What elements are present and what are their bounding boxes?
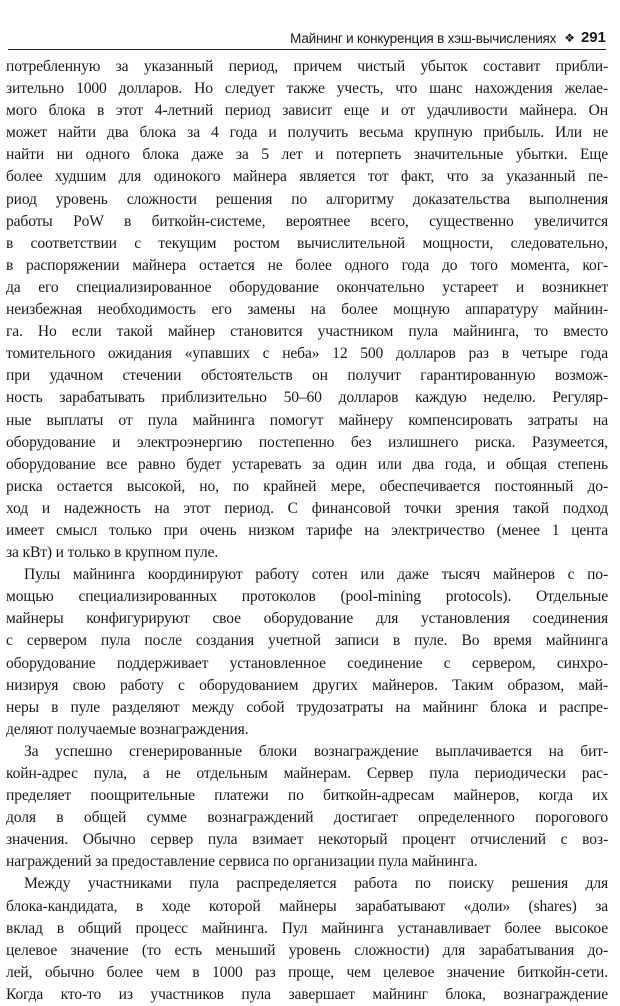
- body-text: [6, 56, 608, 1006]
- text-line: риска остается высокой, но, по крайней мере, обеспечивается постоянный до-: [6, 477, 608, 495]
- text-line: оборудование и электроэнергию постепенно без излишнего риска. Разумеется,: [6, 433, 608, 451]
- text-line: За успешно сгенерированные блоки вознаграждение выплачивается на бит-: [24, 742, 608, 760]
- text-line: га. Но если такой майнер становится участником пула майнинга, то вместо: [6, 323, 608, 341]
- text-line: найти ни одного блока даже за 5 лет и потерпеть значительные убытки. Еще: [6, 146, 608, 164]
- page-number: 291: [580, 29, 606, 46]
- text-line: деляют получаемые вознаграждения.: [6, 720, 249, 738]
- text-line: блока-кандидата, в ходе которой майнеры зарабатывают «доли» (shares) за: [6, 897, 608, 915]
- text-line: ные выплаты от пула майнинга помогут майнеру компенсировать затраты на: [6, 411, 608, 429]
- text-line: вклад в общий процесс майнинга. Пул майнинга устанавливает более высокое: [6, 919, 608, 937]
- paragraph: [6, 56, 608, 564]
- text-line: при удачном стечении обстоятельств он получит гарантированную возмож-: [6, 367, 608, 385]
- text-line: значения. Обычно сервер пула взимает некоторый процент отчислений с воз-: [6, 831, 608, 849]
- text-line: в соответствии с текущим ростом вычислительной мощности, следовательно,: [6, 234, 608, 252]
- text-line: может найти два блока за 4 года и получить весьма крупную прибыль. Или не: [6, 124, 608, 142]
- text-line: работы PoW в биткойн-системе, вероятнее всего, существенно увеличится: [6, 212, 608, 230]
- text-line: мощью специализированных протоколов (pool-mining protocols). Отдельные: [6, 588, 608, 606]
- text-line: пределяет поощрительные платежи по биткойн-адресам майнеров, когда их: [6, 787, 608, 805]
- paragraph: [6, 873, 608, 1006]
- text-line: майнеры конфигурируют свое оборудование для установления соединения: [6, 610, 608, 628]
- running-header: [8, 24, 606, 50]
- text-line: награждений за предоставление сервиса по организации пула майнинга.: [6, 853, 478, 871]
- text-line: оборудование все равно будет устаревать за один или два года, и общая степень: [6, 455, 608, 473]
- text-line: лей, обычно более чем в 1000 раз проще, чем целевое значение биткойн-сети.: [6, 963, 608, 981]
- diamond-icon: ❖: [564, 31, 575, 45]
- text-line: оборудование поддерживает установленное соединение с сервером, синхро-: [6, 654, 608, 672]
- paragraph: [6, 564, 608, 741]
- text-line: с сервером пула после создания учетной записи в пуле. Во время майнинга: [6, 632, 608, 650]
- text-line: Пулы майнинга координируют работу сотен или даже тысяч майнеров с по-: [24, 566, 608, 584]
- text-line: целевое значение (то есть меньший уровень сложности) для зарабатывания до-: [6, 941, 608, 959]
- text-line: томительного ожидания «упавших с неба» 12 500 долларов раз в четыре года: [6, 345, 608, 363]
- text-line: неры в пуле разделяют между собой трудозатраты на майнинг блока и распре-: [6, 698, 608, 716]
- text-line: доля в общей сумме вознаграждений достигает определенного порогового: [6, 809, 608, 827]
- text-line: за кВт) и только в крупном пуле.: [6, 544, 219, 562]
- text-line: койн-адрес пула, а не отдельным майнерам. Сервер пула периодически рас-: [6, 765, 608, 782]
- text-line: в распоряжении майнера остается не более одного года до того момента, ког-: [6, 256, 608, 274]
- text-line: Когда кто-то из участников пула завершает майнинг блока, вознаграждение: [6, 985, 608, 1003]
- text-line: низируя свою работу с оборудованием других майнеров. Таким образом, май-: [6, 676, 608, 694]
- text-line: зительно 1000 долларов. Но следует также учесть, что шанс нахождения желае-: [6, 80, 608, 98]
- text-line: неизбежная необходимость его замены на более мощную аппаратуру майнин-: [6, 301, 608, 319]
- text-line: более худшим для одинокого майнера является тот факт, что за указанный пе-: [6, 168, 608, 186]
- running-title: Майнинг и конкуренция в хэш-вычислениях: [290, 31, 557, 46]
- text-line: ход и надежность на этот период. С финансовой точки зрения такой подход: [6, 499, 608, 517]
- paragraph: [6, 741, 608, 874]
- text-line: имеет смысл только при очень низком тарифе на электричество (менее 1 цента: [6, 521, 608, 539]
- text-line: ность зарабатывать приблизительно 50–60 долларов каждую неделю. Регуляр-: [6, 389, 608, 407]
- text-line: Между участниками пула распределяется работа по поиску решения для: [24, 875, 608, 893]
- text-line: мого блока в этот 4-летний период зависит еще и от удачливости майнера. Он: [6, 102, 608, 120]
- text-line: да его специализированное оборудование окончательно устареет и возникнет: [6, 278, 608, 296]
- text-line: риод уровень сложности решения по алгоритму доказательства выполнения: [6, 190, 608, 208]
- text-line: потребленную за указанный период, причем чистый убыток составит прибли-: [6, 58, 608, 75]
